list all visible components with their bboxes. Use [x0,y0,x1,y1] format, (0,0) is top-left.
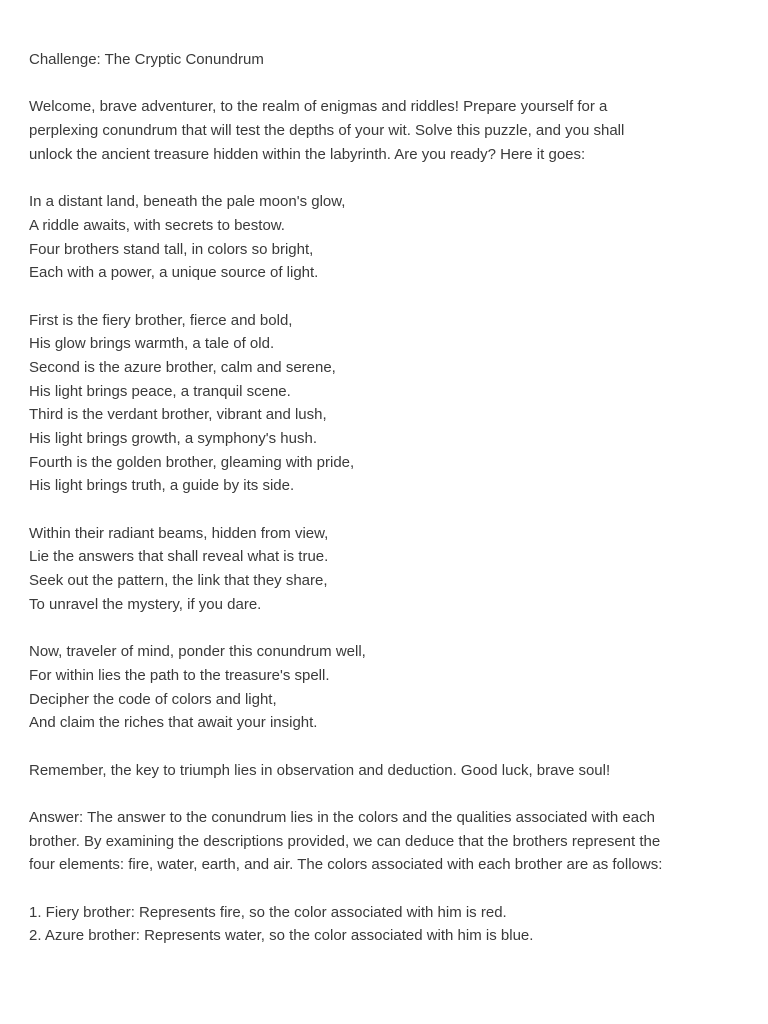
paragraph-gap [29,498,741,522]
poem-line: Each with a power, a unique source of light. [29,264,319,282]
intro-line: perplexing conundrum that will test the depths of your wit. Solve this puzzle, and you shall [29,122,625,140]
poem-stanza-3 [29,522,741,617]
poem-line: Four brothers stand tall, in colors so bright, [29,240,314,258]
poem-stanza-2 [29,309,741,499]
answer-line: brother. By examining the descriptions provided, we can deduce that the brothers represent the [29,832,661,850]
poem-line: Fourth is the golden brother, gleaming with pride, [29,453,355,471]
poem-line: Decipher the code of colors and light, [29,690,277,708]
poem-line: And claim the riches that await your insight. [29,714,318,732]
poem-line: In a distant land, beneath the pale moon's glow, [29,193,346,211]
remember-paragraph: Remember, the key to triumph lies in observation and deduction. Good luck, brave soul! [29,761,611,779]
intro-line: unlock the ancient treasure hidden within the labyrinth. Are you ready? Here it goes: [29,145,586,163]
paragraph-gap [29,735,741,759]
paragraph-gap [29,782,741,806]
paragraph-gap [29,72,741,96]
poem-line: His light brings truth, a guide by its side. [29,477,295,495]
poem-line: For within lies the path to the treasure's spell. [29,666,330,684]
document-title: Challenge: The Cryptic Conundrum [29,51,264,68]
intro-paragraph [29,95,741,166]
document-body [29,48,741,948]
poem-line: Lie the answers that shall reveal what is true. [29,548,329,566]
intro-line: Welcome, brave adventurer, to the realm of enigmas and riddles! Prepare yourself for a [29,98,608,116]
poem-line: Within their radiant beams, hidden from view, [29,524,329,542]
poem-line: Third is the verdant brother, vibrant and lush, [29,406,327,424]
poem-line: First is the fiery brother, fierce and bold, [29,311,293,329]
answer-line: four elements: fire, water, earth, and air. The colors associated with each brother are as follows: [29,856,663,874]
poem-line: To unravel the mystery, if you dare. [29,595,262,613]
answer-paragraph [29,806,741,877]
poem-stanza-4 [29,640,741,735]
poem-line: His glow brings warmth, a tale of old. [29,335,275,353]
poem-line: His light brings peace, a tranquil scene. [29,382,291,400]
poem-line: His light brings growth, a symphony's hush. [29,430,317,447]
paragraph-gap [29,285,741,309]
poem-stanza-1 [29,190,741,285]
answer-list [29,901,741,948]
paragraph-gap [29,166,741,190]
poem-line: Now, traveler of mind, ponder this conundrum well, [29,643,366,661]
list-item: 1. Fiery brother: Represents fire, so the color associated with him is red. [29,903,507,921]
poem-line: A riddle awaits, with secrets to bestow. [29,216,285,234]
paragraph-gap [29,877,741,901]
poem-line: Second is the azure brother, calm and serene, [29,358,336,376]
list-item: 2. Azure brother: Represents water, so the color associated with him is blue. [29,927,534,945]
poem-line: Seek out the pattern, the link that they share, [29,572,328,590]
paragraph-gap [29,617,741,641]
answer-line: Answer: The answer to the conundrum lies in the colors and the qualities associated with each [29,809,655,826]
